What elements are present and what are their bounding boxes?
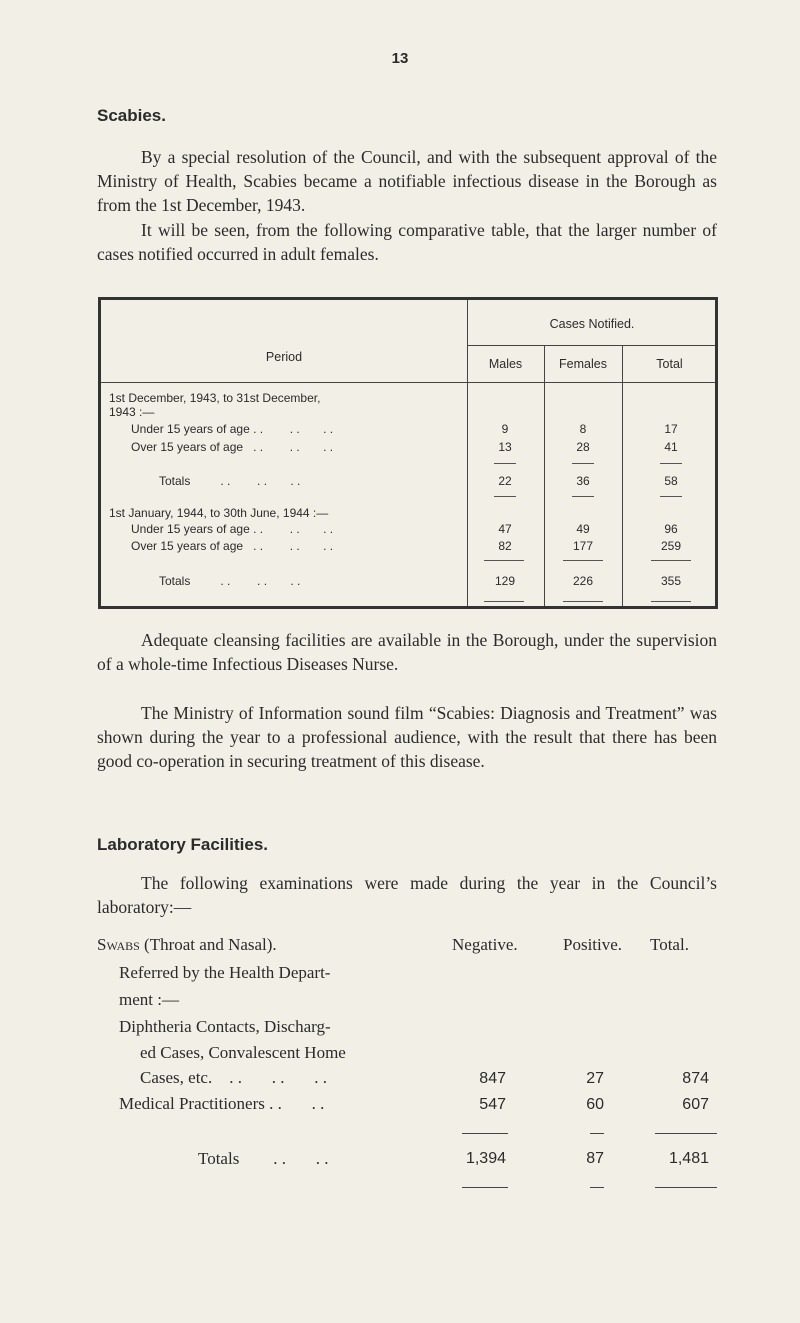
table-cell: 17 [664, 422, 678, 436]
females-header: Females [559, 357, 607, 371]
period-1-label-continued: 1943 :— [109, 405, 155, 419]
sum-rule [590, 1187, 604, 1188]
table-cell: 355 [660, 574, 682, 588]
lab-cell: 607 [682, 1096, 709, 1113]
table-cell: 47 [498, 522, 512, 536]
lab-cell: 847 [479, 1070, 506, 1087]
sum-rule [655, 1133, 717, 1134]
scabies-heading: Scabies. [97, 106, 166, 125]
negative-header: Negative. [452, 935, 518, 954]
table-cell: 259 [660, 539, 682, 553]
sum-rule [572, 463, 594, 464]
sum-rule [572, 496, 594, 497]
lab-cell: 547 [479, 1096, 506, 1113]
sum-rule [494, 463, 516, 464]
table-cell: 177 [572, 539, 594, 553]
header-divider [467, 345, 715, 346]
table-row-label: Totals . . . . . . [159, 574, 301, 588]
table-cell: 41 [664, 440, 678, 454]
page-number: 13 [391, 50, 409, 67]
table-row-label: Totals . . . . . . [159, 474, 301, 488]
laboratory-paragraph-1: The following examinations were made during the year in the Council’s laboratory:— [97, 873, 717, 917]
scabies-paragraph-2: It will be seen, from the following comparative table, that the larger number of cases notified occurred in adult females. [97, 220, 717, 264]
table-cell: 8 [579, 422, 587, 436]
sum-rule [563, 560, 603, 561]
positive-header: Positive. [563, 935, 623, 954]
sum-rule [563, 601, 603, 602]
table-row-label: Over 15 years of age . . . . . . [131, 440, 334, 454]
referred-label: Referred by the Health Depart- [119, 963, 331, 982]
sum-rule [590, 1133, 604, 1134]
sum-rule [660, 496, 682, 497]
sum-rule [660, 463, 682, 464]
swabs-header [97, 935, 277, 955]
sum-rule [462, 1133, 508, 1134]
sum-rule [651, 560, 691, 561]
table-cell: 49 [576, 522, 590, 536]
sum-rule [651, 601, 691, 602]
table-cell: 28 [576, 440, 590, 454]
scabies-paragraph-3: Adequate cleansing facilities are available in the Borough, under the supervision of a whole-time Infectious Diseases Nurse. [97, 630, 717, 674]
scabies-paragraph-1: By a special resolution of the Council, and with the subsequent approval of the Ministry of Health, Scabies became a notifiable infectious disease in the Borough as from the 1st December, 1943. [97, 147, 717, 215]
header-divider [101, 382, 715, 383]
total-header: Total [656, 357, 683, 371]
scabies-paragraph-4: The Ministry of Information sound film “Scabies: Diagnosis and Treatment” was shown during the year to a professional audience, with the result that there has been good co-operation in securing treatment of this disease. [97, 703, 717, 771]
column-divider [622, 345, 623, 606]
sum-rule [494, 496, 516, 497]
table-row-label: Over 15 years of age . . . . . . [131, 539, 334, 553]
laboratory-heading: Laboratory Facilities. [97, 835, 268, 854]
table-cell: 36 [576, 474, 590, 488]
sum-rule [484, 601, 524, 602]
table-cell: 82 [498, 539, 512, 553]
diphtheria-label-continued: ed Cases, Convalescent Home [140, 1043, 346, 1062]
lab-row-label: Medical Practitioners . . . . [119, 1094, 325, 1113]
sum-rule [655, 1187, 717, 1188]
table-cell: 96 [664, 522, 678, 536]
table-cell: 9 [501, 422, 509, 436]
table-row-label: Under 15 years of age . . . . . . [131, 522, 334, 536]
table-cell: 129 [494, 574, 516, 588]
lab-row-label: Totals . . . . [198, 1149, 329, 1168]
lab-cell: 1,481 [668, 1150, 709, 1167]
period-1-label: 1st December, 1943, to 31st December, [109, 391, 321, 405]
lab-cell: 874 [682, 1070, 709, 1087]
sum-rule [484, 560, 524, 561]
lab-row-label: Cases, etc. . . . . . . [140, 1068, 327, 1087]
lab-cell: 60 [586, 1096, 604, 1113]
table-row-label: Under 15 years of age . . . . . . [131, 422, 334, 436]
table-cell: 13 [498, 440, 512, 454]
swabs-subtitle: (Throat and Nasal). [139, 935, 277, 954]
table-cell: 22 [498, 474, 512, 488]
lab-cell: 1,394 [465, 1150, 506, 1167]
period-header: Period [265, 350, 303, 364]
males-header: Males [488, 357, 523, 371]
diphtheria-label: Diphtheria Contacts, Discharg- [119, 1017, 331, 1036]
swabs-label: Swabs [97, 935, 140, 954]
total-header: Total. [650, 935, 689, 954]
cases-notified-header: Cases Notified. [549, 317, 635, 331]
period-2-label: 1st January, 1944, to 30th June, 1944 :— [109, 506, 329, 520]
sum-rule [462, 1187, 508, 1188]
lab-cell: 27 [586, 1070, 604, 1087]
table-cell: 58 [664, 474, 678, 488]
scabies-table [98, 297, 718, 609]
referred-label-continued: ment :— [119, 990, 179, 1009]
lab-cell: 87 [586, 1150, 604, 1167]
table-cell: 226 [572, 574, 594, 588]
column-divider [544, 345, 545, 606]
